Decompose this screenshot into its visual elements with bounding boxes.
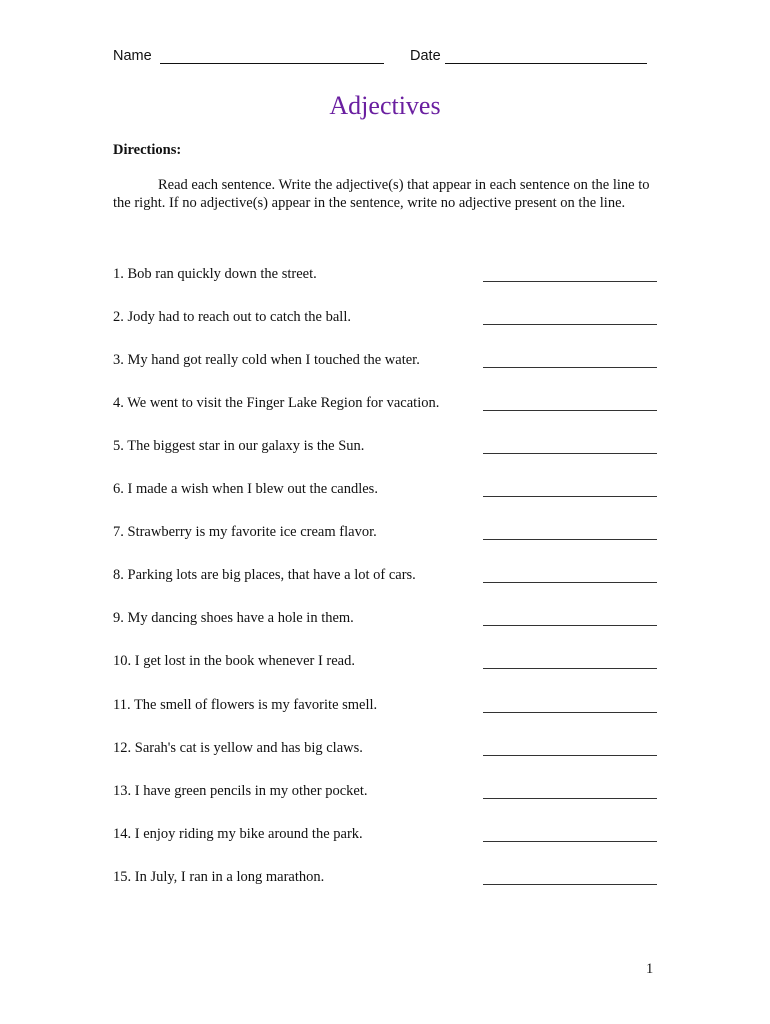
answer-line[interactable] xyxy=(483,884,657,885)
page-number: 1 xyxy=(646,961,654,977)
question-text: 9. My dancing shoes have a hole in them. xyxy=(113,610,354,627)
answer-line[interactable] xyxy=(483,410,657,411)
answer-line[interactable] xyxy=(483,712,657,713)
answer-line[interactable] xyxy=(483,324,657,325)
question-text: 15. In July, I ran in a long marathon. xyxy=(113,868,325,885)
question-text: 7. Strawberry is my favorite ice cream flavor. xyxy=(113,524,377,541)
question-item xyxy=(113,523,658,545)
header-line xyxy=(113,46,653,68)
answer-line[interactable] xyxy=(483,668,657,669)
question-text: 12. Sarah's cat is yellow and has big claws. xyxy=(113,739,363,756)
answer-line[interactable] xyxy=(483,539,657,540)
question-text: 14. I enjoy riding my bike around the park. xyxy=(113,825,363,842)
answer-line[interactable] xyxy=(483,841,657,842)
question-item xyxy=(113,696,658,718)
question-item xyxy=(113,868,658,890)
directions-heading: Directions: xyxy=(113,142,182,158)
date-label: Date xyxy=(410,48,441,64)
answer-line[interactable] xyxy=(483,496,657,497)
question-text: 8. Parking lots are big places, that have a lot of cars. xyxy=(113,567,416,584)
question-item xyxy=(113,652,658,674)
worksheet-title: Adjectives xyxy=(329,91,441,120)
question-item xyxy=(113,782,658,804)
answer-line[interactable] xyxy=(483,755,657,756)
question-item xyxy=(113,437,658,459)
question-text: 13. I have green pencils in my other pocket. xyxy=(113,782,368,799)
question-text: 6. I made a wish when I blew out the candles. xyxy=(113,481,378,498)
question-item xyxy=(113,308,658,330)
answer-line[interactable] xyxy=(483,582,657,583)
question-item xyxy=(113,566,658,588)
question-item xyxy=(113,609,658,631)
question-text: 1. Bob ran quickly down the street. xyxy=(113,266,317,282)
answer-line[interactable] xyxy=(483,453,657,454)
question-text: 4. We went to visit the Finger Lake Region for vacation. xyxy=(113,395,440,412)
question-item xyxy=(113,394,658,416)
date-field[interactable] xyxy=(445,63,647,64)
question-item xyxy=(113,265,658,287)
directions-text: Read each sentence. Write the adjective(s) that appear in each sentence on the line to the right. If no adjective(s) appear in the sentence, write no adjective present on the line. xyxy=(113,177,650,212)
question-text: 3. My hand got really cold when I touched the water. xyxy=(113,352,420,369)
question-item xyxy=(113,480,658,502)
question-item xyxy=(113,739,658,761)
name-field[interactable] xyxy=(160,63,384,64)
answer-line[interactable] xyxy=(483,625,657,626)
question-text: 2. Jody had to reach out to catch the ball. xyxy=(113,309,351,326)
answer-line[interactable] xyxy=(483,367,657,368)
question-item xyxy=(113,351,658,373)
name-label: Name xyxy=(113,48,152,64)
question-item xyxy=(113,825,658,847)
question-text: 10. I get lost in the book whenever I read. xyxy=(113,653,355,670)
answer-line[interactable] xyxy=(483,281,657,282)
answer-line[interactable] xyxy=(483,798,657,799)
question-text: 11. The smell of flowers is my favorite smell. xyxy=(113,696,378,713)
question-text: 5. The biggest star in our galaxy is the Sun. xyxy=(113,438,365,455)
